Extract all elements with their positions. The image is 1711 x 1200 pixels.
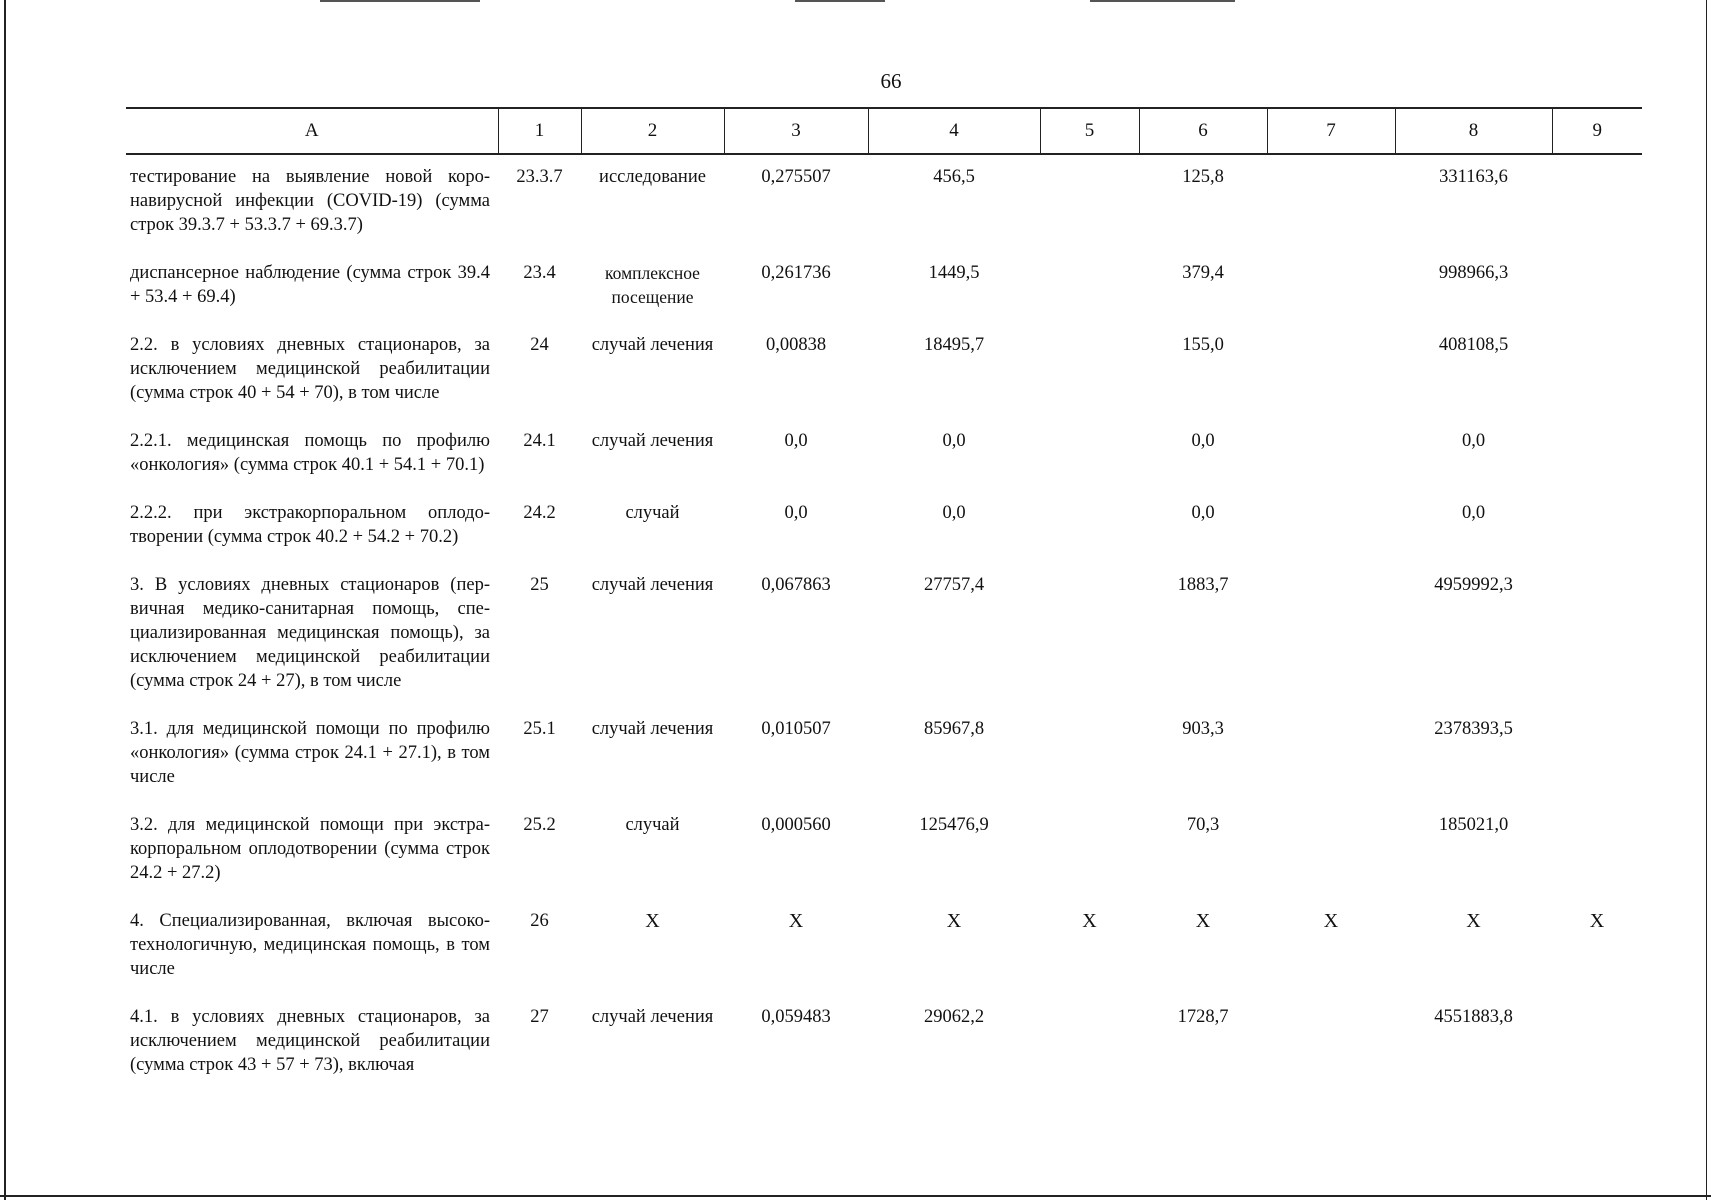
column-header-3: 3 [724, 108, 868, 154]
table-row [126, 993, 1642, 1089]
budget-table-wrapper [126, 107, 1642, 1089]
column-header-a: А [126, 108, 498, 154]
row-line-number: 23.4 [523, 263, 556, 283]
table-row [126, 801, 1642, 897]
table-row [126, 417, 1642, 489]
row-col-8: 998966,3 [1438, 263, 1509, 283]
scan-border-top [795, 0, 885, 2]
scan-border-top [320, 0, 480, 2]
row-col-4: 29062,2 [923, 1007, 985, 1027]
row-col-8: 4551883,8 [1434, 1007, 1513, 1027]
row-col-7 [1267, 489, 1395, 561]
row-col-6: 903,3 [1182, 719, 1224, 739]
row-col-3: 0,275507 [761, 167, 831, 187]
row-col-9 [1552, 417, 1642, 489]
row-description: 2.2. в условиях дневных стационаров, за исключением медицинской реабилитации (сумма строк 40 + 54 + 70), в том числе [130, 335, 490, 403]
row-col-6: 0,0 [1191, 503, 1215, 523]
row-unit: случай [625, 503, 680, 523]
row-col-5 [1040, 154, 1139, 249]
row-col-4: 27757,4 [923, 575, 985, 595]
row-col-3: 0,0 [784, 431, 808, 451]
row-col-4: 18495,7 [923, 335, 985, 355]
row-description: 2.2.2. при экстракорпоральном оплодотворении (сумма строк 40.2 + 54.2 + 70.2) [130, 503, 490, 547]
row-col-7 [1267, 249, 1395, 321]
row-line-number: 25.2 [523, 815, 556, 835]
scan-border-top [1090, 0, 1235, 2]
row-col-9 [1552, 561, 1642, 705]
row-col-3: 0,000560 [761, 815, 831, 835]
row-col-6: 1728,7 [1177, 1007, 1229, 1027]
row-col-3: 0,010507 [761, 719, 831, 739]
row-col-5 [1040, 489, 1139, 561]
row-col-7 [1267, 154, 1395, 249]
table-row [126, 561, 1642, 705]
column-header-1: 1 [498, 108, 581, 154]
row-col-5: Х [1082, 910, 1097, 932]
row-col-9 [1552, 801, 1642, 897]
row-col-9 [1552, 705, 1642, 801]
row-col-4: 0,0 [942, 503, 966, 523]
row-col-6: 1883,7 [1177, 575, 1229, 595]
row-unit: комплексное посещение [605, 263, 700, 307]
column-header-2: 2 [581, 108, 724, 154]
row-unit: случай лечения [591, 335, 714, 355]
row-unit: случай лечения [591, 431, 714, 451]
row-col-9 [1552, 154, 1642, 249]
row-unit: случай лечения [591, 1007, 714, 1027]
row-col-7 [1267, 705, 1395, 801]
row-col-4: Х [946, 910, 962, 932]
row-col-3: Х [788, 910, 804, 932]
scan-border-bottom [0, 1195, 1711, 1197]
row-col-7: Х [1323, 910, 1339, 932]
row-col-3: 0,00838 [765, 335, 827, 355]
row-unit: случай лечения [591, 719, 714, 739]
column-header-5: 5 [1040, 108, 1139, 154]
row-col-8: 2378393,5 [1434, 719, 1513, 739]
row-col-3: 0,0 [784, 503, 808, 523]
row-col-6: Х [1195, 910, 1211, 932]
row-col-8: 0,0 [1461, 503, 1486, 523]
row-col-8: 331163,6 [1439, 167, 1508, 187]
row-col-8: 0,0 [1461, 431, 1486, 451]
row-col-4: 125476,9 [919, 815, 989, 835]
row-col-5 [1040, 249, 1139, 321]
row-col-9 [1552, 993, 1642, 1089]
row-col-5 [1040, 801, 1139, 897]
row-description: 3. В условиях дневных стационаров (первичная медико-санитарная помощь, специализированная медицинская помощь), за исключением медицинской реабилитации (сумма строк 24 + 27), в том числе [130, 575, 490, 691]
row-col-3: 0,261736 [761, 263, 831, 283]
row-unit: случай лечения [591, 575, 714, 595]
table-row [126, 897, 1642, 993]
row-line-number: 24 [530, 335, 549, 355]
scan-border-left [4, 0, 6, 1200]
row-unit: Х [645, 910, 660, 932]
row-col-7 [1267, 321, 1395, 417]
row-col-3: 0,059483 [761, 1007, 831, 1027]
column-header-4: 4 [868, 108, 1040, 154]
column-header-8: 8 [1395, 108, 1552, 154]
table-row [126, 154, 1642, 249]
column-header-6: 6 [1139, 108, 1267, 154]
row-unit: исследование [599, 167, 706, 187]
page-number: 66 [880, 69, 902, 93]
column-header-9: 9 [1552, 108, 1642, 154]
row-col-5 [1040, 321, 1139, 417]
row-line-number: 26 [530, 911, 549, 931]
table-header-row [126, 108, 1642, 154]
row-line-number: 25.1 [523, 719, 556, 739]
row-description: 3.1. для медицинской помощи по профилю «онкология» (сумма строк 24.1 + 27.1), в том числе [130, 719, 490, 787]
row-col-9: Х [1589, 910, 1605, 932]
table-row [126, 321, 1642, 417]
row-col-7 [1267, 993, 1395, 1089]
row-col-9 [1552, 249, 1642, 321]
row-col-7 [1267, 417, 1395, 489]
row-description: 2.2.1. медицинская помощь по профилю «онкология» (сумма строк 40.1 + 54.1 + 70.1) [130, 431, 490, 475]
row-col-5 [1040, 705, 1139, 801]
row-unit: случай [625, 815, 680, 835]
table-row [126, 489, 1642, 561]
row-col-9 [1552, 489, 1642, 561]
row-col-7 [1267, 801, 1395, 897]
row-col-6: 379,4 [1182, 263, 1224, 283]
table-row [126, 249, 1642, 321]
row-line-number: 24.1 [523, 431, 556, 451]
row-col-8: 4959992,3 [1434, 575, 1513, 595]
row-col-5 [1040, 993, 1139, 1089]
row-line-number: 24.2 [523, 503, 556, 523]
row-col-4: 85967,8 [923, 719, 985, 739]
row-col-6: 70,3 [1186, 815, 1220, 835]
row-col-5 [1040, 561, 1139, 705]
row-col-6: 155,0 [1182, 335, 1224, 355]
row-description: 3.2. для медицинской помощи при экстракорпоральном оплодотворении (сумма строк 24.2 + 27.2) [130, 815, 490, 883]
budget-table [126, 107, 1642, 1089]
row-description: 4. Специализированная, включая высокотехнологичную, медицинская помощь, в том числе [130, 911, 490, 979]
row-description: диспансерное наблюдение (сумма строк 39.4 + 53.4 + 69.4) [130, 263, 490, 307]
row-description: тестирование на выявление новой коронавирусной инфекции (COVID-19) (сумма строк 39.3.7 + 53.3.7 + 69.3.7) [130, 167, 490, 235]
row-col-6: 125,8 [1182, 167, 1224, 187]
scan-border-right [1706, 0, 1707, 1200]
row-col-8: 408108,5 [1438, 335, 1509, 355]
row-col-7 [1267, 561, 1395, 705]
row-description: 4.1. в условиях дневных стационаров, за исключением медицинской реабилитации (сумма строк 43 + 57 + 73), включая [130, 1007, 490, 1075]
row-col-9 [1552, 321, 1642, 417]
row-line-number: 23.3.7 [516, 167, 563, 187]
row-line-number: 25 [530, 575, 549, 595]
table-row [126, 705, 1642, 801]
row-col-8: 185021,0 [1438, 815, 1509, 835]
row-col-5 [1040, 417, 1139, 489]
row-line-number: 27 [530, 1007, 549, 1027]
column-header-7: 7 [1267, 108, 1395, 154]
row-col-8: Х [1466, 910, 1481, 932]
row-col-4: 0,0 [942, 431, 966, 451]
row-col-4: 1449,5 [928, 263, 980, 283]
row-col-4: 456,5 [933, 167, 975, 187]
row-col-3: 0,067863 [761, 575, 831, 595]
row-col-6: 0,0 [1191, 431, 1215, 451]
